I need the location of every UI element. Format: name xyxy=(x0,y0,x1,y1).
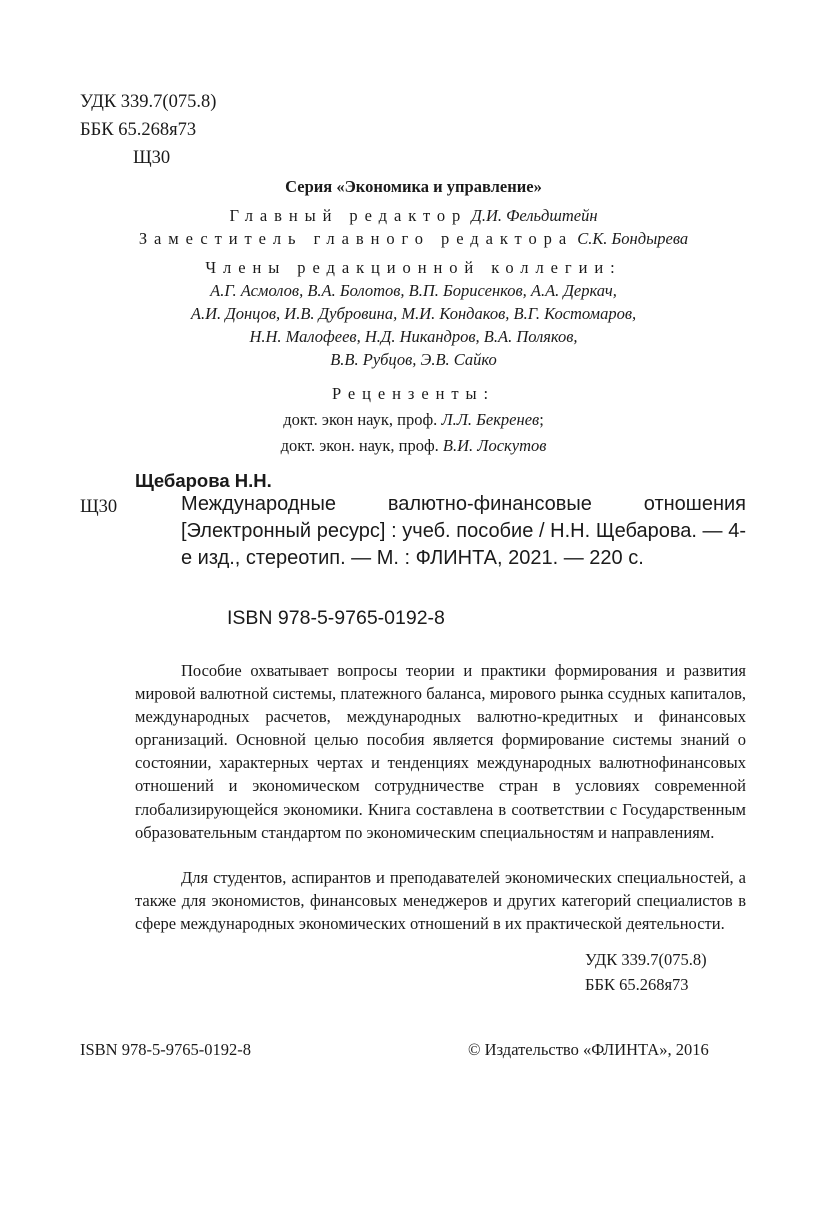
board-members-line: В.В. Рубцов, Э.В. Сайко xyxy=(330,350,497,369)
reviewer-title: докт. экон. наук, проф. xyxy=(280,436,439,455)
reviewer-name: В.И. Лоскутов xyxy=(442,436,547,455)
abstract-paragraph: Для студентов, аспирантов и преподавателей экономических специальностей, а также для экономистов, финансовых менеджеров и других категорий специалистов в сфере международных экономических отношений в их практической деятельности. xyxy=(135,868,746,934)
entry-author-mark: Щ30 xyxy=(80,497,118,517)
abstract-paragraph: Пособие охватывает вопросы теории и практики формирования и развития мировой валютной системы, платежного баланса, мирового рынка ссудных капиталов, международных расчетов, международных валютно-кредитных и финансовых организаций. Основной целью пособия является формирование системы знаний о состоянии, характерных чертах и тенденциях международных валютнофинансовых отношений и экономическом сотрудничестве стран в условиях современной глобализирующейся экономики. Книга составлена в соответствии с Государственным образовательным стандартом по экономическим специальностям и направлениям. xyxy=(135,661,746,842)
board-members-line: Н.Н. Малофеев, Н.Д. Никандров, В.А. Поляков, xyxy=(249,327,578,346)
board-members-line: А.Г. Асмолов, В.А. Болотов, В.П. Борисенков, А.А. Деркач, xyxy=(210,281,617,300)
author-heading: Щебарова Н.Н. xyxy=(135,470,272,491)
deputy-editor-label: Заместитель главного редактора xyxy=(138,229,574,248)
series-title: Серия «Экономика и управление» xyxy=(285,177,542,196)
bbk-code-bottom: ББК 65.268я73 xyxy=(585,975,689,994)
footer-isbn: ISBN 978-5-9765-0192-8 xyxy=(80,1040,251,1059)
copyright-notice: © Издательство «ФЛИНТА», 2016 xyxy=(468,1040,709,1059)
reviewer xyxy=(0,436,827,456)
bibliographic-description: Международные валютно-финансовые отношения [Электронный ресурс] : учеб. пособие / Н.Н. Щебарова. — 4-е изд., стереотип. — М. : ФЛИНТА, 2021. — 220 с. xyxy=(181,493,746,569)
reviewer-name: Л.Л. Бекренев xyxy=(441,410,540,429)
chief-editor xyxy=(0,206,827,226)
author-mark: Щ30 xyxy=(133,148,171,168)
board-members-line: А.И. Донцов, И.В. Дубровина, М.И. Кондаков, В.Г. Костомаров, xyxy=(190,304,637,323)
bbk-code: ББК 65.268я73 xyxy=(80,120,197,140)
reviewer-title: докт. экон наук, проф. xyxy=(283,410,438,429)
isbn: ISBN 978-5-9765-0192-8 xyxy=(227,607,445,629)
udk-code: УДК 339.7(075.8) xyxy=(80,92,217,112)
udk-code-bottom: УДК 339.7(075.8) xyxy=(585,950,707,969)
board-label: Члены редакционной коллегии: xyxy=(205,258,622,277)
chief-editor-label: Главный редактор xyxy=(229,206,468,225)
deputy-editor-name: С.К. Бондырева xyxy=(577,229,689,248)
reviewer-suffix: ; xyxy=(539,410,544,429)
reviewer xyxy=(0,410,827,430)
reviewers-label: Рецензенты: xyxy=(331,384,496,403)
deputy-editor xyxy=(0,229,827,249)
chief-editor-name: Д.И. Фельдштейн xyxy=(471,206,598,225)
